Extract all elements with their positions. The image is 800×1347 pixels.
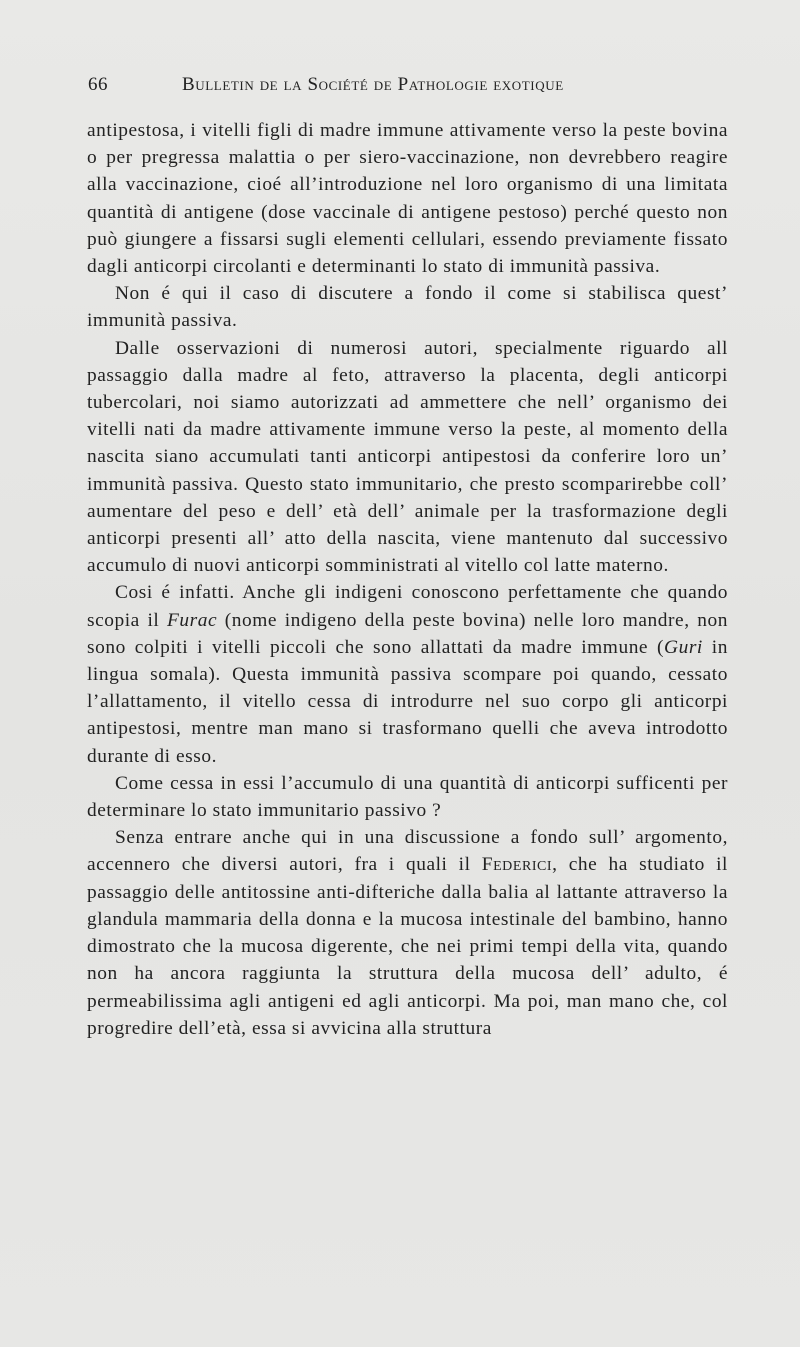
paragraph-6 (87, 824, 728, 1042)
paragraph-1: antipestosa, i vitelli figli di madre immune attivamente verso la peste bovina o per pregressa malattia o per siero-vaccinazione, non devrebbero reagire alla vaccinazione, cioé all’introduzione nel loro organismo di una limitata quantità di antigene (dose vaccinale di antigene pestoso) perché questo non può giungere a fissarsi sugli elementi cellulari, essendo previamente fissato dagli anticorpi circolanti e determinanti lo stato di immunità passiva. (87, 120, 728, 278)
paragraph-4 (87, 579, 728, 769)
paragraph-5: Come cessa in essi l’accumulo di una quantità di anticorpi sufficenti per determinare lo stato immunitario passivo ? (87, 772, 728, 822)
term-guri: Guri (664, 636, 703, 658)
paragraph-4-part-2: (nome indigeno della peste bovina) nelle loro mandre, non sono colpiti i vitelli piccoli che sono allattati da madre immune ( (87, 609, 728, 658)
page-header (88, 74, 740, 100)
paragraph-4-part-1: Cosi é infatti. Anche gli indigeni conoscono perfettamente che quando scopia il (87, 582, 728, 631)
paragraph-6-part-2: , che ha studiato il passaggio delle antitossine anti-difteriche dalla balia al lattante attraverso la glandula mammaria della donna e la mucosa intestinale del bambino, hanno dimostrato che la mucosa digerente, che nei primi tempi della vita, quando non ha ancora raggiunta la struttura della mucosa dell’ adulto, é permeabilissima agli antigeni ed agli anticorpi. Ma poi, man mano che, col progredire dell’età, essa si avvicina alla struttura (87, 854, 728, 1039)
running-title: Bulletin de la Société de Pathologie exotique (182, 74, 564, 95)
page-number: 66 (88, 74, 108, 95)
paragraph-4-part-3: in lingua somala). Questa immunità passiva scompare poi quando, cessato l’allattamento, il vitello cessa di introdurre nel suo corpo gli anticorpi antipestosi, mentre man mano si trasformano quelli che aveva introdotto durante di esso. (87, 636, 728, 767)
term-furac: Furac (167, 609, 218, 631)
paragraph-2: Non é qui il caso di discutere a fondo il come si stabilisca quest’ immunità passiva. (87, 283, 728, 332)
paragraph-3: Dalle osservazioni di numerosi autori, specialmente riguardo all passaggio dalla madre al feto, attraverso la placenta, degli anticorpi tubercolari, noi siamo autorizzati ad ammettere che nell’ organismo dei vitelli nati da madre attivamente immune verso la peste, al momento della nascita siano accumulati tanti anticorpi antipestosi da conferire loro un’ immunità passiva. Questo stato immunitario, che presto scomparirebbe coll’ aumentare del peso e dell’ età dell’ animale per la trasformazione degli anticorpi presenti all’ atto della nascita, viene mantenuto dal successivo accumulo di nuovi anticorpi somministrati al vitello col latte materno. (87, 337, 728, 577)
author-name: Federici (481, 854, 553, 876)
paragraph-6-part-1: Senza entrare anche qui in una discussione a fondo sull’ argomento, accennero che diversi autori, fra i quali il (87, 827, 728, 876)
body-text (87, 117, 728, 1042)
